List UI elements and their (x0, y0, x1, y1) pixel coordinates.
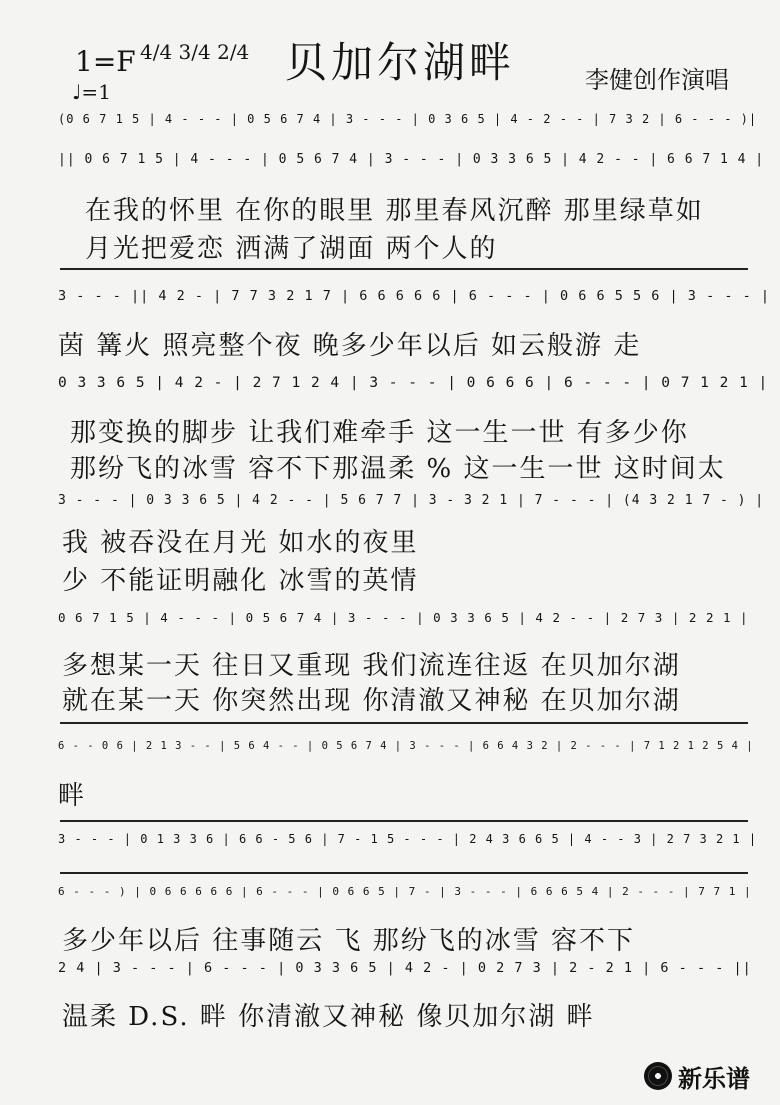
key-signature: 1=F (75, 45, 136, 78)
notation-line: 3 - - - || 4 2 - | 7 7 3 2 1 7 | 6 6 6 6 6 | 6 - - - | 0 6 6 5 5 6 | 3 - - - | (58, 288, 770, 304)
notation-line: 3 - - - | 0 1 3 3 6 | 6 6 - 5 6 | 7 - 1 5 - - - | 2 4 3 6 6 5 | 4 - - 3 | 2 7 3 2 1 | (58, 832, 758, 846)
notation-line: 6 - - 0 6 | 2 1 3 - - | 5 6 4 - - | 0 5 6 7 4 | 3 - - - | 6 6 4 3 2 | 2 - - - | 7 1 2 1 2 5 4 | (58, 740, 754, 752)
notation-line: (0 6 7 1 5 | 4 - - - | 0 5 6 7 4 | 3 - - - | 0 3 6 5 | 4 - 2 - - | 7 3 2 | 6 - - - )| (58, 112, 758, 126)
divider-rule (60, 268, 748, 270)
lyric-line: 在我的怀里 在你的眼里 那里春风沉醉 那里绿草如 (85, 196, 704, 226)
divider-rule (60, 722, 748, 724)
lyric-line: 多想某一天 往日又重现 我们流连往返 在贝加尔湖 (62, 651, 681, 681)
tempo-marking: ♩=1 (72, 80, 111, 104)
notation-line: 2 4 | 3 - - - | 6 - - - | 0 3 3 6 5 | 4 2 - | 0 2 7 3 | 2 - 2 1 | 6 - - - || (58, 960, 752, 976)
lyric-line: 温柔 D.S. 畔 你清澈又神秘 像贝加尔湖 畔 (62, 1002, 595, 1032)
site-logo (644, 1057, 772, 1095)
song-title: 贝加尔湖畔 (285, 38, 516, 87)
divider-rule (60, 872, 748, 874)
lyric-line: 那纷飞的冰雪 容不下那温柔 % 这一生一世 这时间太 (70, 454, 726, 484)
notation-line: 0 3 3 6 5 | 4 2 - | 2 7 1 2 4 | 3 - - - | 0 6 6 6 | 6 - - - | 0 7 1 2 1 | (58, 375, 769, 391)
time-signature: 4/4 3/4 2/4 (140, 40, 250, 64)
lyric-line: 少 不能证明融化 冰雪的英情 (62, 566, 419, 596)
lyric-line: 畔 (58, 781, 87, 811)
notation-line: || 0 6 7 1 5 | 4 - - - | 0 5 6 7 4 | 3 - - - | 0 3 3 6 5 | 4 2 - - | 6 6 7 1 4 | (58, 152, 765, 167)
lyric-line: 月光把爱恋 洒满了湖面 两个人的 (85, 234, 498, 264)
lyric-line: 就在某一天 你突然出现 你清澈又神秘 在贝加尔湖 (62, 686, 681, 716)
notation-line: 6 - - - ) | 0 6 6 6 6 6 | 6 - - - | 0 6 6 5 | 7 - | 3 - - - | 6 6 6 5 4 | 2 - - - | 7 7 1 | (58, 885, 752, 898)
vinyl-disc-icon (644, 1062, 672, 1090)
notation-line: 0 6 7 1 5 | 4 - - - | 0 5 6 7 4 | 3 - - - | 0 3 3 6 5 | 4 2 - - | 2 7 3 | 2 2 1 | (58, 610, 749, 625)
lyric-line: 茵 篝火 照亮整个夜 晚多少年以后 如云般游 走 (58, 331, 642, 361)
notation-line: 3 - - - | 0 3 3 6 5 | 4 2 - - | 5 6 7 7 | 3 - 3 2 1 | 7 - - - | (4 3 2 1 7 - ) | (58, 493, 765, 508)
lyric-line: 多少年以后 往事随云 飞 那纷飞的冰雪 容不下 (62, 926, 636, 956)
logo-text: 新乐谱 (678, 1064, 750, 1093)
lyric-line: 那变换的脚步 让我们难牵手 这一生一世 有多少你 (70, 418, 689, 448)
composer-credit: 李健创作演唱 (585, 66, 729, 94)
lyric-line: 我 被吞没在月光 如水的夜里 (62, 528, 419, 558)
divider-rule (60, 820, 748, 822)
